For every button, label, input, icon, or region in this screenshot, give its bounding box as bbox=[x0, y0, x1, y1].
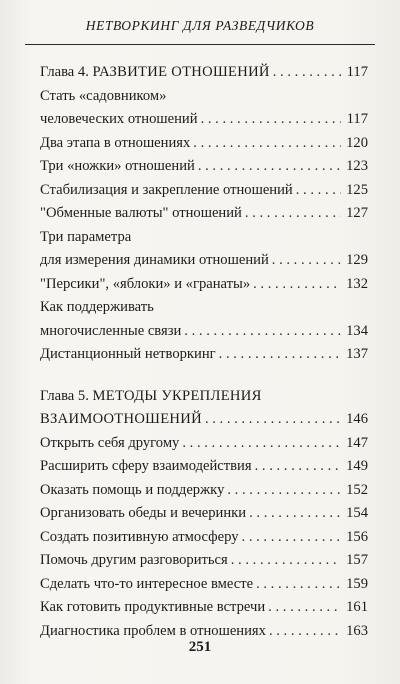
leader-dots bbox=[219, 343, 341, 367]
toc-entry bbox=[40, 432, 368, 456]
toc-entry-title: Два этапа в отношениях bbox=[40, 134, 191, 151]
page-number: 159 bbox=[346, 575, 368, 592]
toc-entry-title: Три «ножки» отношений bbox=[40, 158, 195, 174]
leader-dots bbox=[193, 132, 341, 156]
toc-entry bbox=[40, 526, 368, 550]
leader-dots bbox=[296, 179, 341, 203]
page-number: 129 bbox=[346, 252, 368, 268]
leader-dots bbox=[255, 455, 341, 479]
page-number: 163 bbox=[346, 622, 368, 639]
leader-dots bbox=[198, 155, 341, 179]
leader-dots bbox=[272, 249, 341, 273]
toc-entry bbox=[40, 502, 368, 526]
toc-entry bbox=[40, 85, 368, 109]
page-number: 147 bbox=[346, 434, 368, 451]
leader-dots bbox=[268, 596, 341, 620]
page-number: 117 bbox=[346, 64, 368, 80]
toc-entry-title: Как поддерживать bbox=[40, 299, 154, 315]
leader-dots bbox=[205, 408, 341, 432]
toc-entry bbox=[40, 132, 368, 156]
page-number: 137 bbox=[346, 346, 368, 362]
section-gap bbox=[40, 367, 368, 385]
header-rule bbox=[25, 44, 375, 45]
toc-entry-title: Как готовить продуктивные встречи bbox=[40, 599, 266, 615]
toc-entry-title: Организовать обеды и вечеринки bbox=[40, 505, 247, 521]
toc-entry bbox=[40, 596, 368, 620]
toc-entry-title: многочисленные связи bbox=[40, 322, 182, 339]
toc-entry-title: Сделать что-то интересное вместе bbox=[40, 575, 254, 592]
toc-entry-title: Создать позитивную атмосферу bbox=[40, 528, 239, 545]
toc-entry bbox=[40, 296, 368, 320]
page-number: 117 bbox=[346, 111, 368, 127]
toc-entry bbox=[40, 226, 368, 250]
chapter-4-title: РАЗВИТИЕ ОТНОШЕНИЙ bbox=[92, 64, 270, 80]
toc-entry-title: Стать «садовником» bbox=[40, 87, 167, 104]
chapter-5-title-cont: ВЗАИМООТНОШЕНИЙ bbox=[40, 411, 202, 427]
page-number: 134 bbox=[346, 322, 368, 339]
page-folio: 251 bbox=[188, 639, 212, 655]
table-of-contents bbox=[40, 61, 368, 643]
toc-entry-title: для измерения динамики отношений bbox=[40, 252, 269, 268]
page-number: 152 bbox=[346, 481, 368, 498]
toc-entry-title: Стабилизация и закрепление отношений bbox=[40, 181, 293, 198]
toc-entry bbox=[40, 273, 368, 297]
toc-entry-title: Три параметра bbox=[40, 228, 132, 245]
page-number: 123 bbox=[346, 158, 368, 174]
toc-entry bbox=[40, 343, 368, 367]
toc-entry bbox=[40, 108, 368, 132]
page-number: 132 bbox=[346, 275, 368, 292]
toc-entry-title: "Обменные валюты" отношений bbox=[40, 205, 242, 221]
page-number: 125 bbox=[346, 181, 368, 198]
leader-dots bbox=[256, 573, 341, 597]
toc-entry-title: Помочь другим разговориться bbox=[40, 552, 228, 568]
page-number: 157 bbox=[346, 552, 368, 568]
leader-dots bbox=[253, 273, 341, 297]
chapter-5-title: МЕТОДЫ УКРЕПЛЕНИЯ bbox=[92, 387, 262, 404]
leader-dots bbox=[227, 479, 341, 503]
leader-dots bbox=[184, 320, 341, 344]
chapter-4-heading bbox=[40, 61, 368, 85]
toc-entry bbox=[40, 249, 368, 273]
chapter-4-prefix: Глава 4. bbox=[40, 64, 89, 80]
toc-entry bbox=[40, 202, 368, 226]
leader-dots bbox=[245, 202, 341, 226]
toc-entry bbox=[40, 479, 368, 503]
toc-entry-title: "Персики", «яблоки» и «гранаты» bbox=[40, 275, 251, 292]
page-number: 154 bbox=[346, 505, 368, 521]
toc-entry bbox=[40, 155, 368, 179]
leader-dots bbox=[249, 502, 341, 526]
toc-entry-title: Диагностика проблем в отношениях bbox=[40, 622, 266, 639]
leader-dots bbox=[182, 432, 341, 456]
page-number: 120 bbox=[346, 134, 368, 151]
page-number: 156 bbox=[346, 528, 368, 545]
toc-entry bbox=[40, 320, 368, 344]
page-number: 127 bbox=[346, 205, 368, 221]
toc-entry bbox=[40, 573, 368, 597]
toc-entry-title: Оказать помощь и поддержку bbox=[40, 481, 225, 498]
page-number: 149 bbox=[346, 458, 368, 474]
toc-entry bbox=[40, 549, 368, 573]
leader-dots bbox=[201, 108, 341, 132]
leader-dots bbox=[273, 61, 341, 85]
toc-entry-title: Дистанционный нетворкинг bbox=[40, 346, 216, 362]
toc-entry-title: Открыть себя другому bbox=[40, 434, 180, 451]
running-head: НЕТВОРКИНГ ДЛЯ РАЗВЕДЧИКОВ bbox=[85, 18, 315, 33]
chapter-5-heading-cont bbox=[40, 408, 368, 432]
chapter-5-heading bbox=[40, 385, 368, 409]
toc-entry-title: Расширить сферу взаимодействия bbox=[40, 458, 252, 474]
leader-dots bbox=[242, 526, 341, 550]
chapter-5-prefix: Глава 5. bbox=[40, 387, 89, 404]
leader-dots bbox=[231, 549, 341, 573]
toc-entry bbox=[40, 455, 368, 479]
page-number: 146 bbox=[346, 411, 368, 427]
page-number: 161 bbox=[346, 599, 368, 615]
toc-entry-title: человеческих отношений bbox=[40, 111, 198, 127]
toc-entry bbox=[40, 179, 368, 203]
